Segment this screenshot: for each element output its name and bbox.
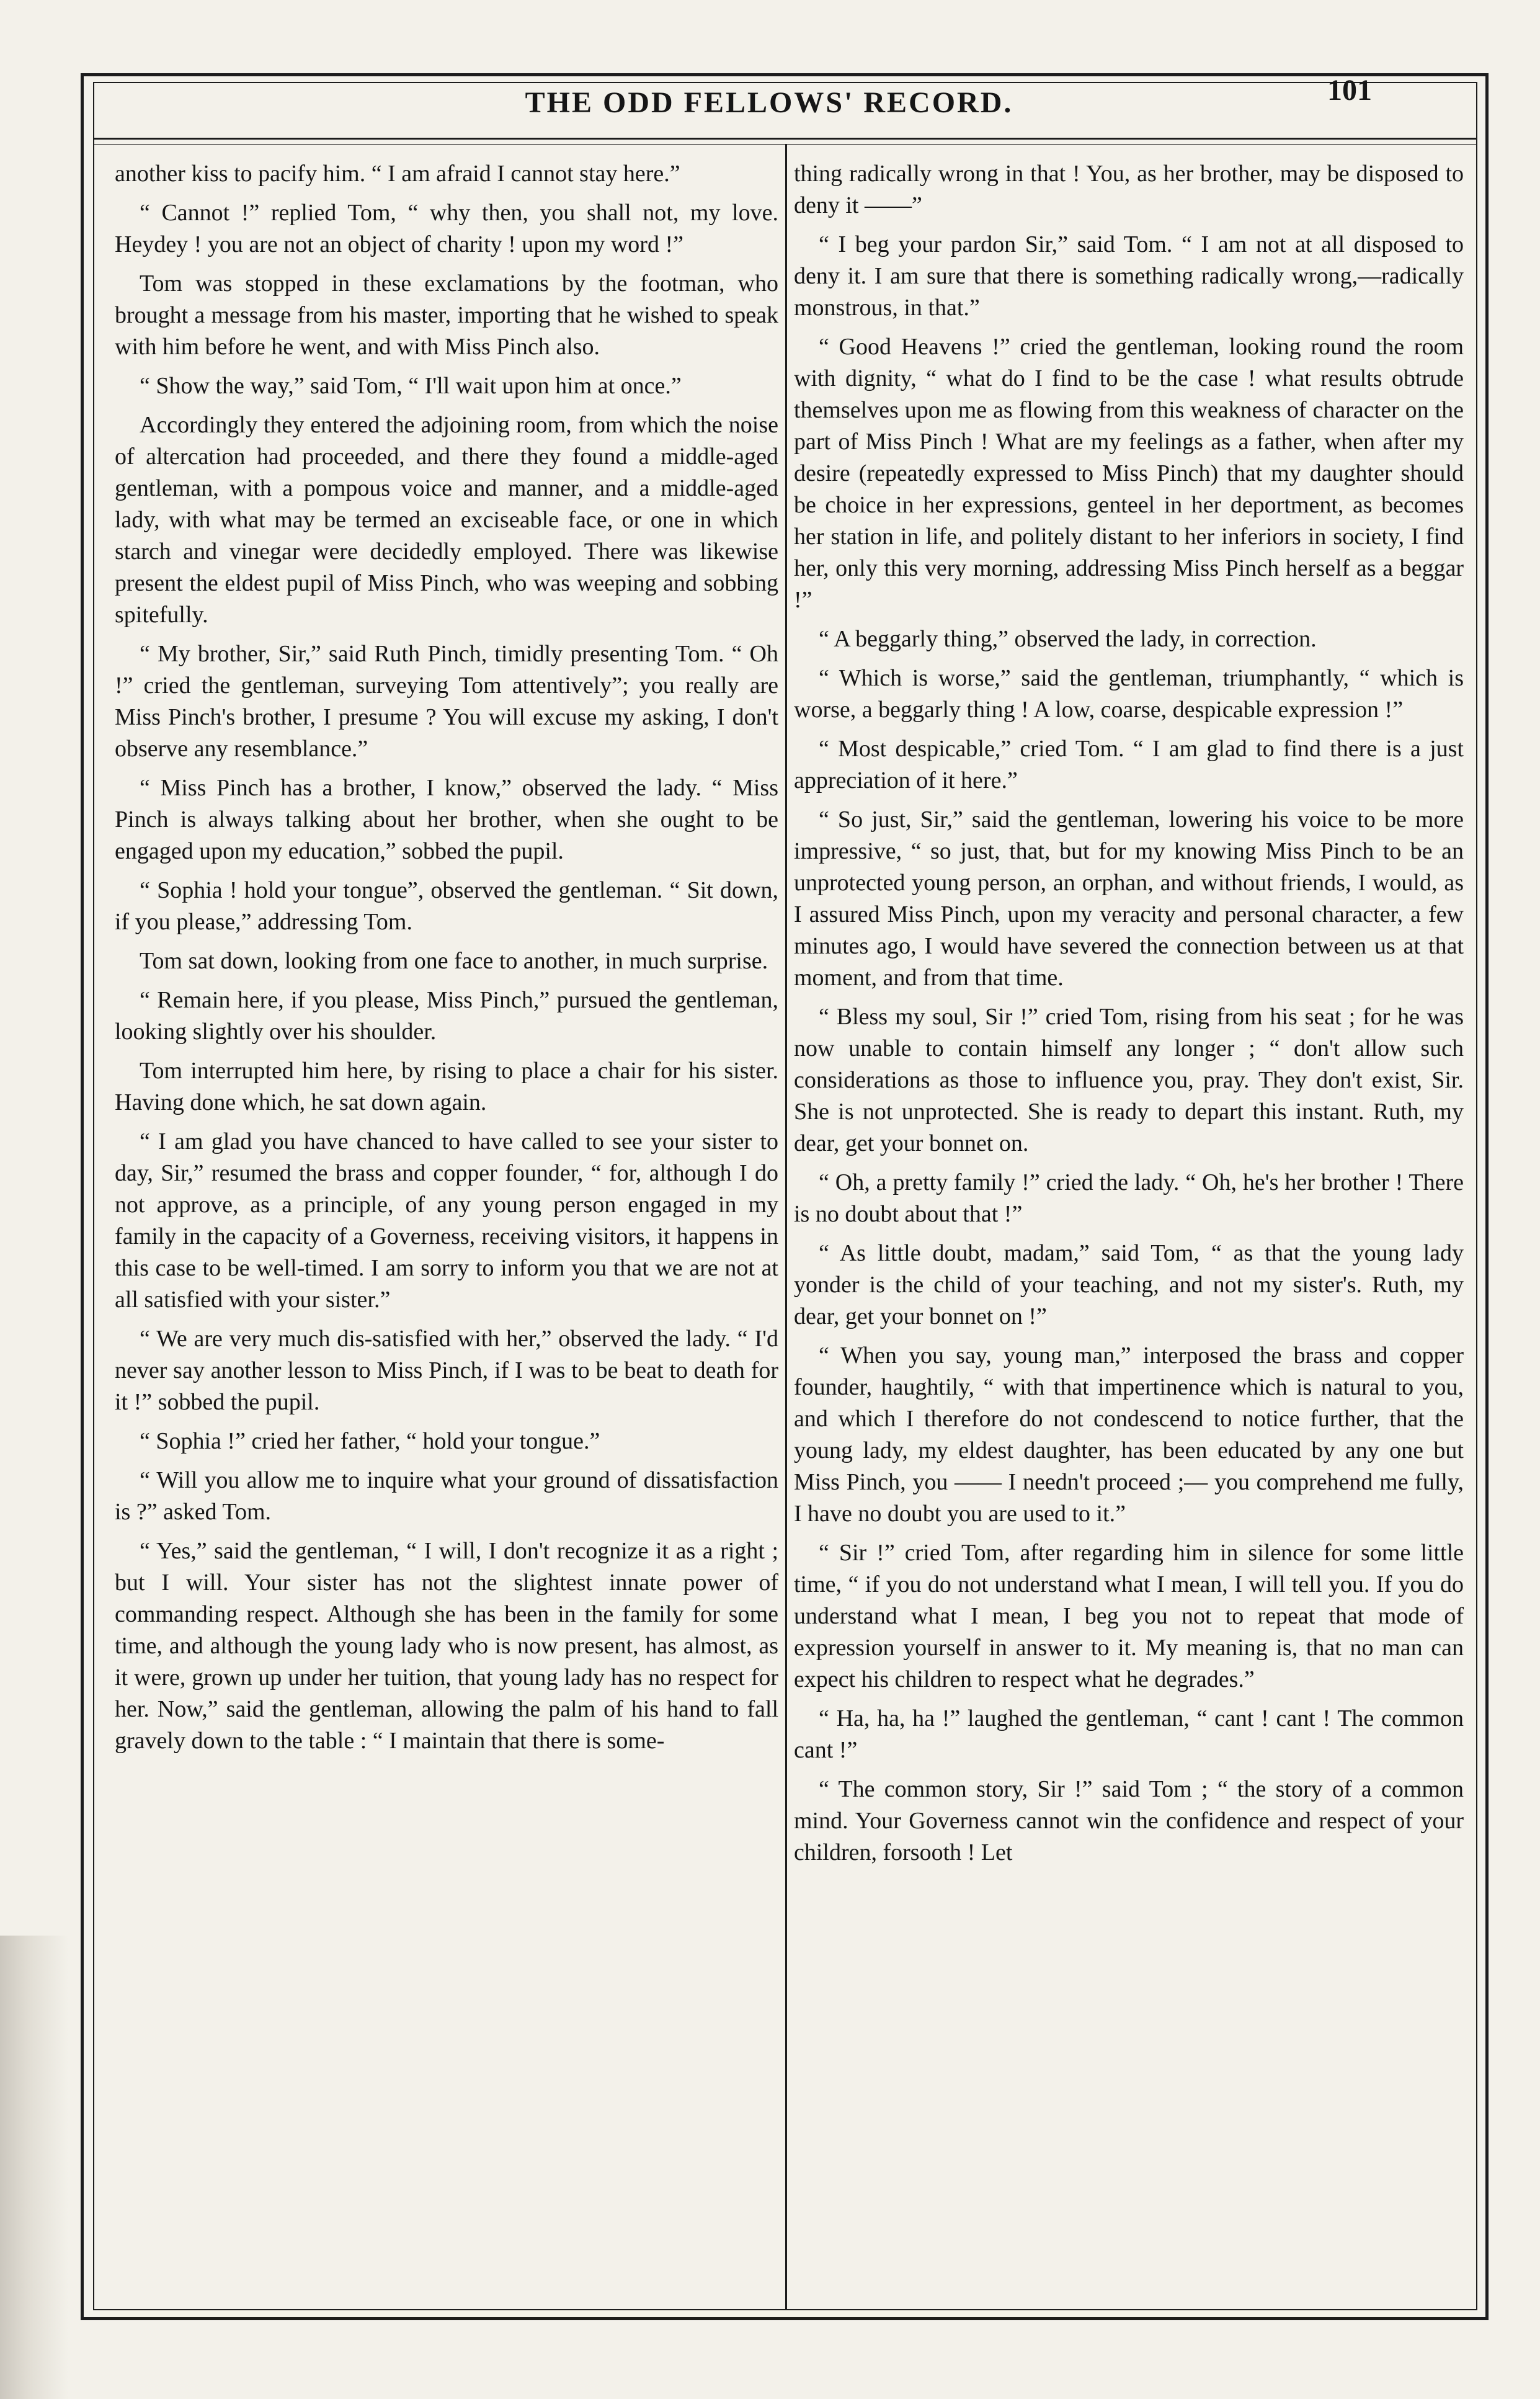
frame-right-rule-inner: [1476, 82, 1477, 2310]
frame-top-rule-inner: [93, 82, 1477, 83]
paragraph: “ I am glad you have chanced to have called to see your sister to day, Sir,” resumed the brass and copper founder, “ for, although I do not approve, as a principle, of any young person engaged in my family in the capacity of a Governess, receiving visitors, it happens in this case to be well-timed. I am sorry to inform you that we are not at all satisfied with your sister.”: [115, 1128, 778, 1313]
paragraph: “ Cannot !” replied Tom, “ why then, you shall not, my love. Heydey ! you are not an object of charity ! upon my word !”: [115, 200, 778, 257]
paragraph: “ Sir !” cried Tom, after regarding him in silence for some little time, “ if you do not understand what I mean, I will tell you. If you do understand what I mean, I beg you not to repeat that mode of expression yourself in answer to it. My meaning is, that no man can expect his children to respect what he degrades.”: [794, 1540, 1464, 1692]
paragraph: “ A beggarly thing,” observed the lady, in correction.: [819, 626, 1317, 652]
paragraph: “ Most despicable,” cried Tom. “ I am glad to find there is a just appreciation of it here.”: [794, 736, 1464, 793]
paragraph: “ Sophia ! hold your tongue”, observed the gentleman. “ Sit down, if you please,” addressing Tom.: [115, 877, 778, 935]
left-column: [115, 158, 778, 1764]
frame-bottom-rule-inner: [93, 2309, 1477, 2310]
paragraph: “ Will you allow me to inquire what your ground of dissatisfaction is ?” asked Tom.: [115, 1467, 778, 1525]
paragraph: Tom interrupted him here, by rising to place a chair for his sister. Having done which, he sat down again.: [115, 1058, 778, 1115]
paragraph: “ When you say, young man,” interposed the brass and copper founder, haughtily, “ with that impertinence which is natural to you, and which I therefore do not condescend to notice further, that the young lady, my eldest daughter, has been educated by any one but Miss Pinch, you —— I needn't proceed ;— you comprehend me fully, I have no doubt you are used to it.”: [794, 1342, 1464, 1527]
frame-right-rule: [1485, 73, 1489, 2319]
paragraph: “ My brother, Sir,” said Ruth Pinch, timidly presenting Tom. “ Oh !” cried the gentleman, surveying Tom attentively”; you really are Miss Pinch's brother, I presume ? You will excuse my asking, I don't observe any resemblance.”: [115, 641, 778, 762]
paragraph: “ Oh, a pretty family !” cried the lady. “ Oh, he's her brother ! There is no doubt about that !”: [794, 1169, 1464, 1227]
paragraph: “ Show the way,” said Tom, “ I'll wait upon him at once.”: [140, 373, 682, 399]
frame-left-rule-inner: [93, 82, 94, 2310]
paragraph: Tom sat down, looking from one face to another, in much surprise.: [140, 948, 768, 974]
page-number: 101: [1327, 74, 1372, 107]
frame-bottom-rule: [81, 2317, 1489, 2320]
paragraph: thing radically wrong in that ! You, as her brother, may be disposed to deny it ——”: [794, 161, 1464, 218]
paragraph: “ We are very much dis-satisfied with her,” observed the lady. “ I'd never say another lesson to Miss Pinch, if I was to be beat to death for it !” sobbed the pupil.: [115, 1326, 778, 1415]
paragraph: “ Bless my soul, Sir !” cried Tom, rising from his seat ; for he was now unable to contain himself any longer ; “ don't allow such considerations as those to influence you, pray. They don't exist, Sir. She is not unprotected. She is ready to depart this instant. Ruth, my dear, get your bonnet on.: [794, 1004, 1464, 1156]
frame-top-rule: [81, 73, 1489, 76]
right-column: [794, 158, 1464, 1876]
page-edge-smudge: [0, 1936, 68, 2399]
frame-left-rule: [81, 73, 84, 2319]
running-header-title: THE ODD FELLOWS' RECORD.: [525, 86, 1013, 119]
paragraph: “ Remain here, if you please, Miss Pinch,” pursued the gentleman, looking slightly over his shoulder.: [115, 987, 778, 1045]
paragraph: “ Miss Pinch has a brother, I know,” observed the lady. “ Miss Pinch is always talking about her brother, when she ought to be engaged upon my education,” sobbed the pupil.: [115, 775, 778, 864]
paragraph: “ Ha, ha, ha !” laughed the gentleman, “ cant ! cant ! The common cant !”: [794, 1705, 1464, 1763]
paragraph: “ Good Heavens !” cried the gentleman, looking round the room with dignity, “ what do I find to be the case ! what results obtrude themselves upon me as flowing from this weakness of character on the part of Miss Pinch ! What are my feelings as a father, when after my desire (repeatedly expressed to Miss Pinch) that my daughter should be choice in her expressions, genteel in her deportment, as becomes her station in life, and politely distant to her inferiors in society, I find her, only this very morning, addressing Miss Pinch herself as a beggar !”: [794, 334, 1464, 613]
paragraph: Accordingly they entered the adjoining room, from which the noise of altercation had proceeded, and there they found a middle-aged gentleman, with a pompous voice and manner, and a middle-aged lady, with what may be termed an exciseable face, or one in which starch and vinegar were decidedly employed. There was likewise present the eldest pupil of Miss Pinch, who was weeping and sobbing spitefully.: [115, 412, 778, 628]
paragraph: “ Sophia !” cried her father, “ hold your tongue.”: [140, 1428, 600, 1454]
paragraph: “ The common story, Sir !” said Tom ; “ the story of a common mind. Your Governess cannot win the confidence and respect of your children, forsooth ! Let: [794, 1776, 1464, 1865]
paragraph: “ Which is worse,” said the gentleman, triumphantly, “ which is worse, a beggarly thing ! A low, coarse, despicable expression !”: [794, 665, 1464, 723]
column-divider: [785, 144, 787, 2309]
paragraph: “ I beg your pardon Sir,” said Tom. “ I am not at all disposed to deny it. I am sure that there is something radically wrong,—radically monstrous, in that.”: [794, 231, 1464, 321]
paragraph: “ So just, Sir,” said the gentleman, lowering his voice to be more impressive, “ so just, that, but for my knowing Miss Pinch to be an unprotected young person, an orphan, and without friends, I would, as I assured Miss Pinch, upon my veracity and personal character, a few minutes ago, I would have severed the connection between us at that moment, and from that time.: [794, 806, 1464, 991]
header-rule: [93, 138, 1477, 140]
paragraph: another kiss to pacify him. “ I am afraid I cannot stay here.”: [115, 161, 680, 187]
paragraph: Tom was stopped in these exclamations by the footman, who brought a message from his master, importing that he wished to speak with him before he went, and with Miss Pinch also.: [115, 270, 778, 360]
paragraph: “ As little doubt, madam,” said Tom, “ as that the young lady yonder is the child of your teaching, and not my sister's. Ruth, my dear, get your bonnet on !”: [794, 1240, 1464, 1329]
paragraph: “ Yes,” said the gentleman, “ I will, I don't recognize it as a right ; but I will. Your sister has not the slightest innate power of commanding respect. Although she has been in the family for some time, and although the young lady who is now present, has almost, as it were, grown up under her tuition, that young lady has no respect for her. Now,” said the gentleman, allowing the palm of his hand to fall gravely down to the table : “ I maintain that there is some-: [115, 1538, 778, 1754]
